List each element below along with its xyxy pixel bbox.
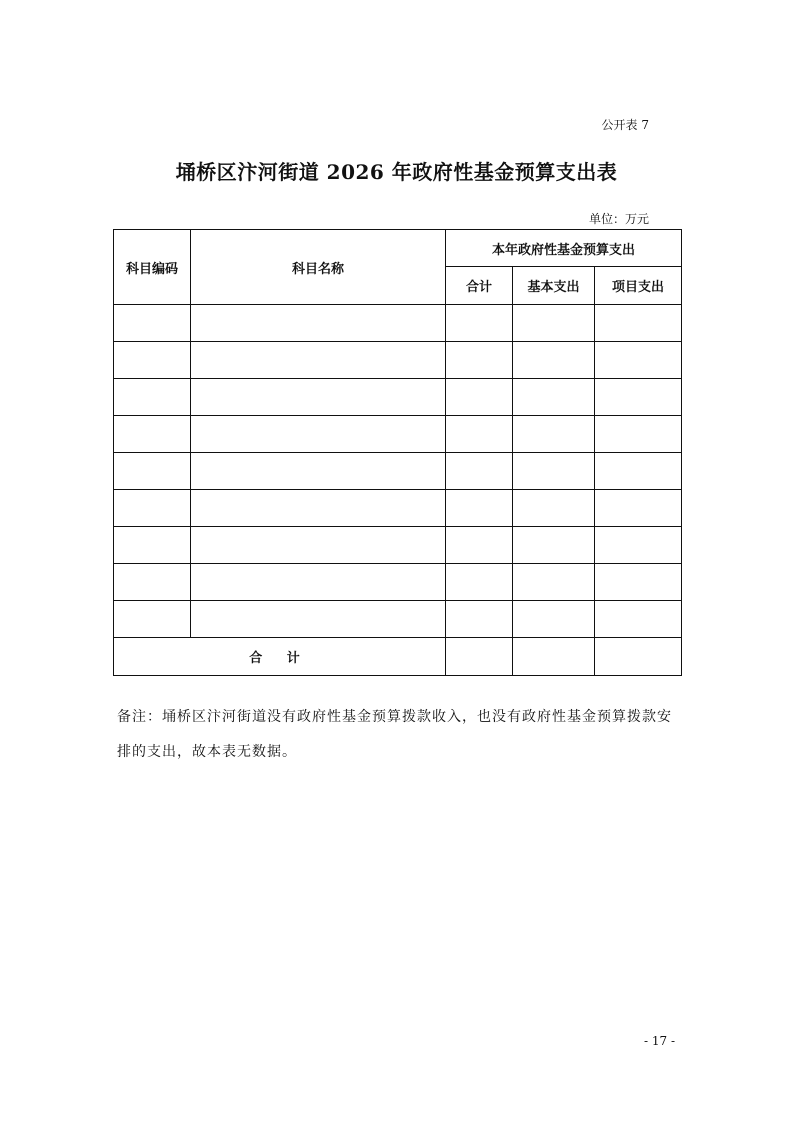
- cell-total: [446, 342, 513, 379]
- cell-project: [595, 416, 682, 453]
- page-label: 公开表 7: [601, 118, 649, 132]
- table-row: [114, 564, 682, 601]
- cell-basic: [513, 305, 595, 342]
- cell-name: [191, 601, 446, 638]
- cell-basic: [513, 490, 595, 527]
- cell-name: [191, 564, 446, 601]
- header-total: 合计: [446, 267, 513, 305]
- total-cell-project: [595, 638, 682, 676]
- cell-total: [446, 416, 513, 453]
- cell-name: [191, 527, 446, 564]
- cell-total: [446, 601, 513, 638]
- table-row: [114, 416, 682, 453]
- cell-total: [446, 490, 513, 527]
- table-row: [114, 527, 682, 564]
- cell-project: [595, 379, 682, 416]
- cell-code: [114, 453, 191, 490]
- cell-code: [114, 379, 191, 416]
- cell-code: [114, 564, 191, 601]
- table-row: [114, 305, 682, 342]
- page-number: - 17 -: [643, 1034, 675, 1048]
- cell-total: [446, 453, 513, 490]
- cell-total: [446, 379, 513, 416]
- cell-project: [595, 305, 682, 342]
- cell-name: [191, 453, 446, 490]
- cell-name: [191, 305, 446, 342]
- header-project: 项目支出: [595, 267, 682, 305]
- cell-name: [191, 416, 446, 453]
- cell-total: [446, 527, 513, 564]
- cell-basic: [513, 601, 595, 638]
- table-row: [114, 453, 682, 490]
- cell-code: [114, 305, 191, 342]
- cell-basic: [513, 527, 595, 564]
- cell-code: [114, 527, 191, 564]
- total-cell-basic: [513, 638, 595, 676]
- cell-code: [114, 601, 191, 638]
- header-group: 本年政府性基金预算支出: [446, 230, 682, 267]
- table-row: [114, 490, 682, 527]
- cell-total: [446, 305, 513, 342]
- cell-basic: [513, 564, 595, 601]
- cell-name: [191, 379, 446, 416]
- unit-label: 单位：万元: [588, 212, 649, 226]
- cell-basic: [513, 416, 595, 453]
- cell-project: [595, 342, 682, 379]
- header-code: 科目编码: [114, 230, 191, 305]
- cell-project: [595, 490, 682, 527]
- cell-basic: [513, 342, 595, 379]
- cell-project: [595, 564, 682, 601]
- total-label: 合 计: [114, 638, 446, 676]
- cell-code: [114, 342, 191, 379]
- cell-project: [595, 527, 682, 564]
- cell-basic: [513, 453, 595, 490]
- cell-name: [191, 490, 446, 527]
- cell-total: [446, 564, 513, 601]
- budget-table: [113, 229, 682, 676]
- cell-project: [595, 601, 682, 638]
- cell-basic: [513, 379, 595, 416]
- header-name: 科目名称: [191, 230, 446, 305]
- page-title: 埇桥区汴河街道 2026 年政府性基金预算支出表: [175, 160, 618, 184]
- cell-code: [114, 490, 191, 527]
- cell-name: [191, 342, 446, 379]
- table-body: [114, 305, 682, 638]
- total-row: [114, 638, 682, 676]
- table-row: [114, 379, 682, 416]
- cell-project: [595, 453, 682, 490]
- header-basic: 基本支出: [513, 267, 595, 305]
- cell-code: [114, 416, 191, 453]
- table-row: [114, 601, 682, 638]
- table-row: [114, 342, 682, 379]
- note: 备注：埇桥区汴河街道没有政府性基金预算拨款收入，也没有政府性基金预算拨款安排的支出，故本表无数据。: [117, 709, 672, 760]
- total-cell-total: [446, 638, 513, 676]
